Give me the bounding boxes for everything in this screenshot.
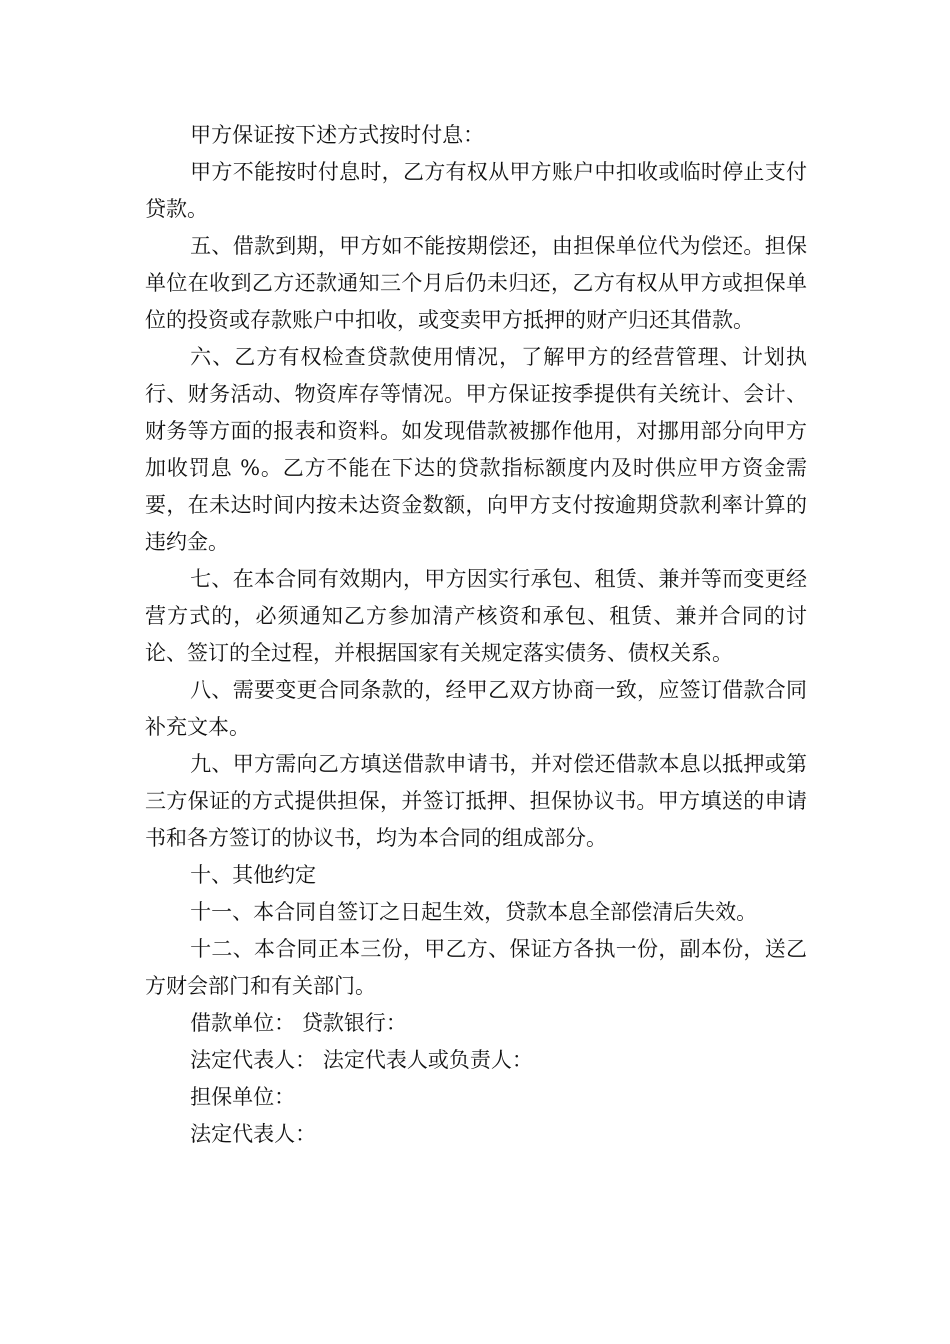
paragraph-interest-payment: 甲方保证按下述方式按时付息： xyxy=(190,123,485,147)
signature-guarantor: 担保单位： xyxy=(190,1085,296,1109)
signature-borrower-bank: 借款单位： 贷款银行： xyxy=(190,1011,407,1035)
clause-12-copies: 十二、本合同正本三份，甲乙方、保证方各执一份，副本份，送乙方财会部门和有关部门。 xyxy=(145,937,807,998)
document-body xyxy=(145,117,807,1153)
clause-8-amendment: 八、需要变更合同条款的，经甲乙双方协商一致，应签订借款合同补充文本。 xyxy=(145,678,807,739)
clause-7-business-change: 七、在本合同有效期内，甲方因实行承包、租赁、兼并等而变更经营方式的，必须通知乙方参加清产核资和承包、租赁、兼并合同的讨论、签订的全过程，并根据国家有关规定落实债务、债权关系。 xyxy=(145,567,807,665)
paragraph-late-interest: 甲方不能按时付息时，乙方有权从甲方账户中扣收或临时停止支付贷款。 xyxy=(145,160,807,221)
clause-5-repayment: 五、借款到期，甲方如不能按期偿还，由担保单位代为偿还。担保单位在收到乙方还款通知三个月后仍未归还，乙方有权从甲方或担保单位的投资或存款账户中扣收，或变卖甲方抵押的财产归还其借款。 xyxy=(145,234,807,332)
signature-representatives: 法定代表人： 法定代表人或负责人： xyxy=(190,1048,533,1072)
clause-9-application: 九、甲方需向乙方填送借款申请书，并对偿还借款本息以抵押或第三方保证的方式提供担保，并签订抵押、担保协议书。甲方填送的申请书和各方签订的协议书，均为本合同的组成部分。 xyxy=(145,752,807,850)
clause-11-effective: 十一、本合同自签订之日起生效，贷款本息全部偿清后失效。 xyxy=(190,900,758,924)
clause-6-inspection: 六、乙方有权检查贷款使用情况，了解甲方的经营管理、计划执行、财务活动、物资库存等情况。甲方保证按季提供有关统计、会计、财务等方面的报表和资料。如发现借款被挪作他用，对挪用部分向甲方加收罚息 %。乙方不能在下达的贷款指标额度内及时供应甲方资金需要，在未达时间内按未达资金数额，向甲方支付按逾期贷款利率计算的违约金。 xyxy=(145,345,807,554)
signature-guarantor-representative: 法定代表人： xyxy=(190,1122,317,1146)
clause-10-other: 十、其他约定 xyxy=(190,863,317,887)
